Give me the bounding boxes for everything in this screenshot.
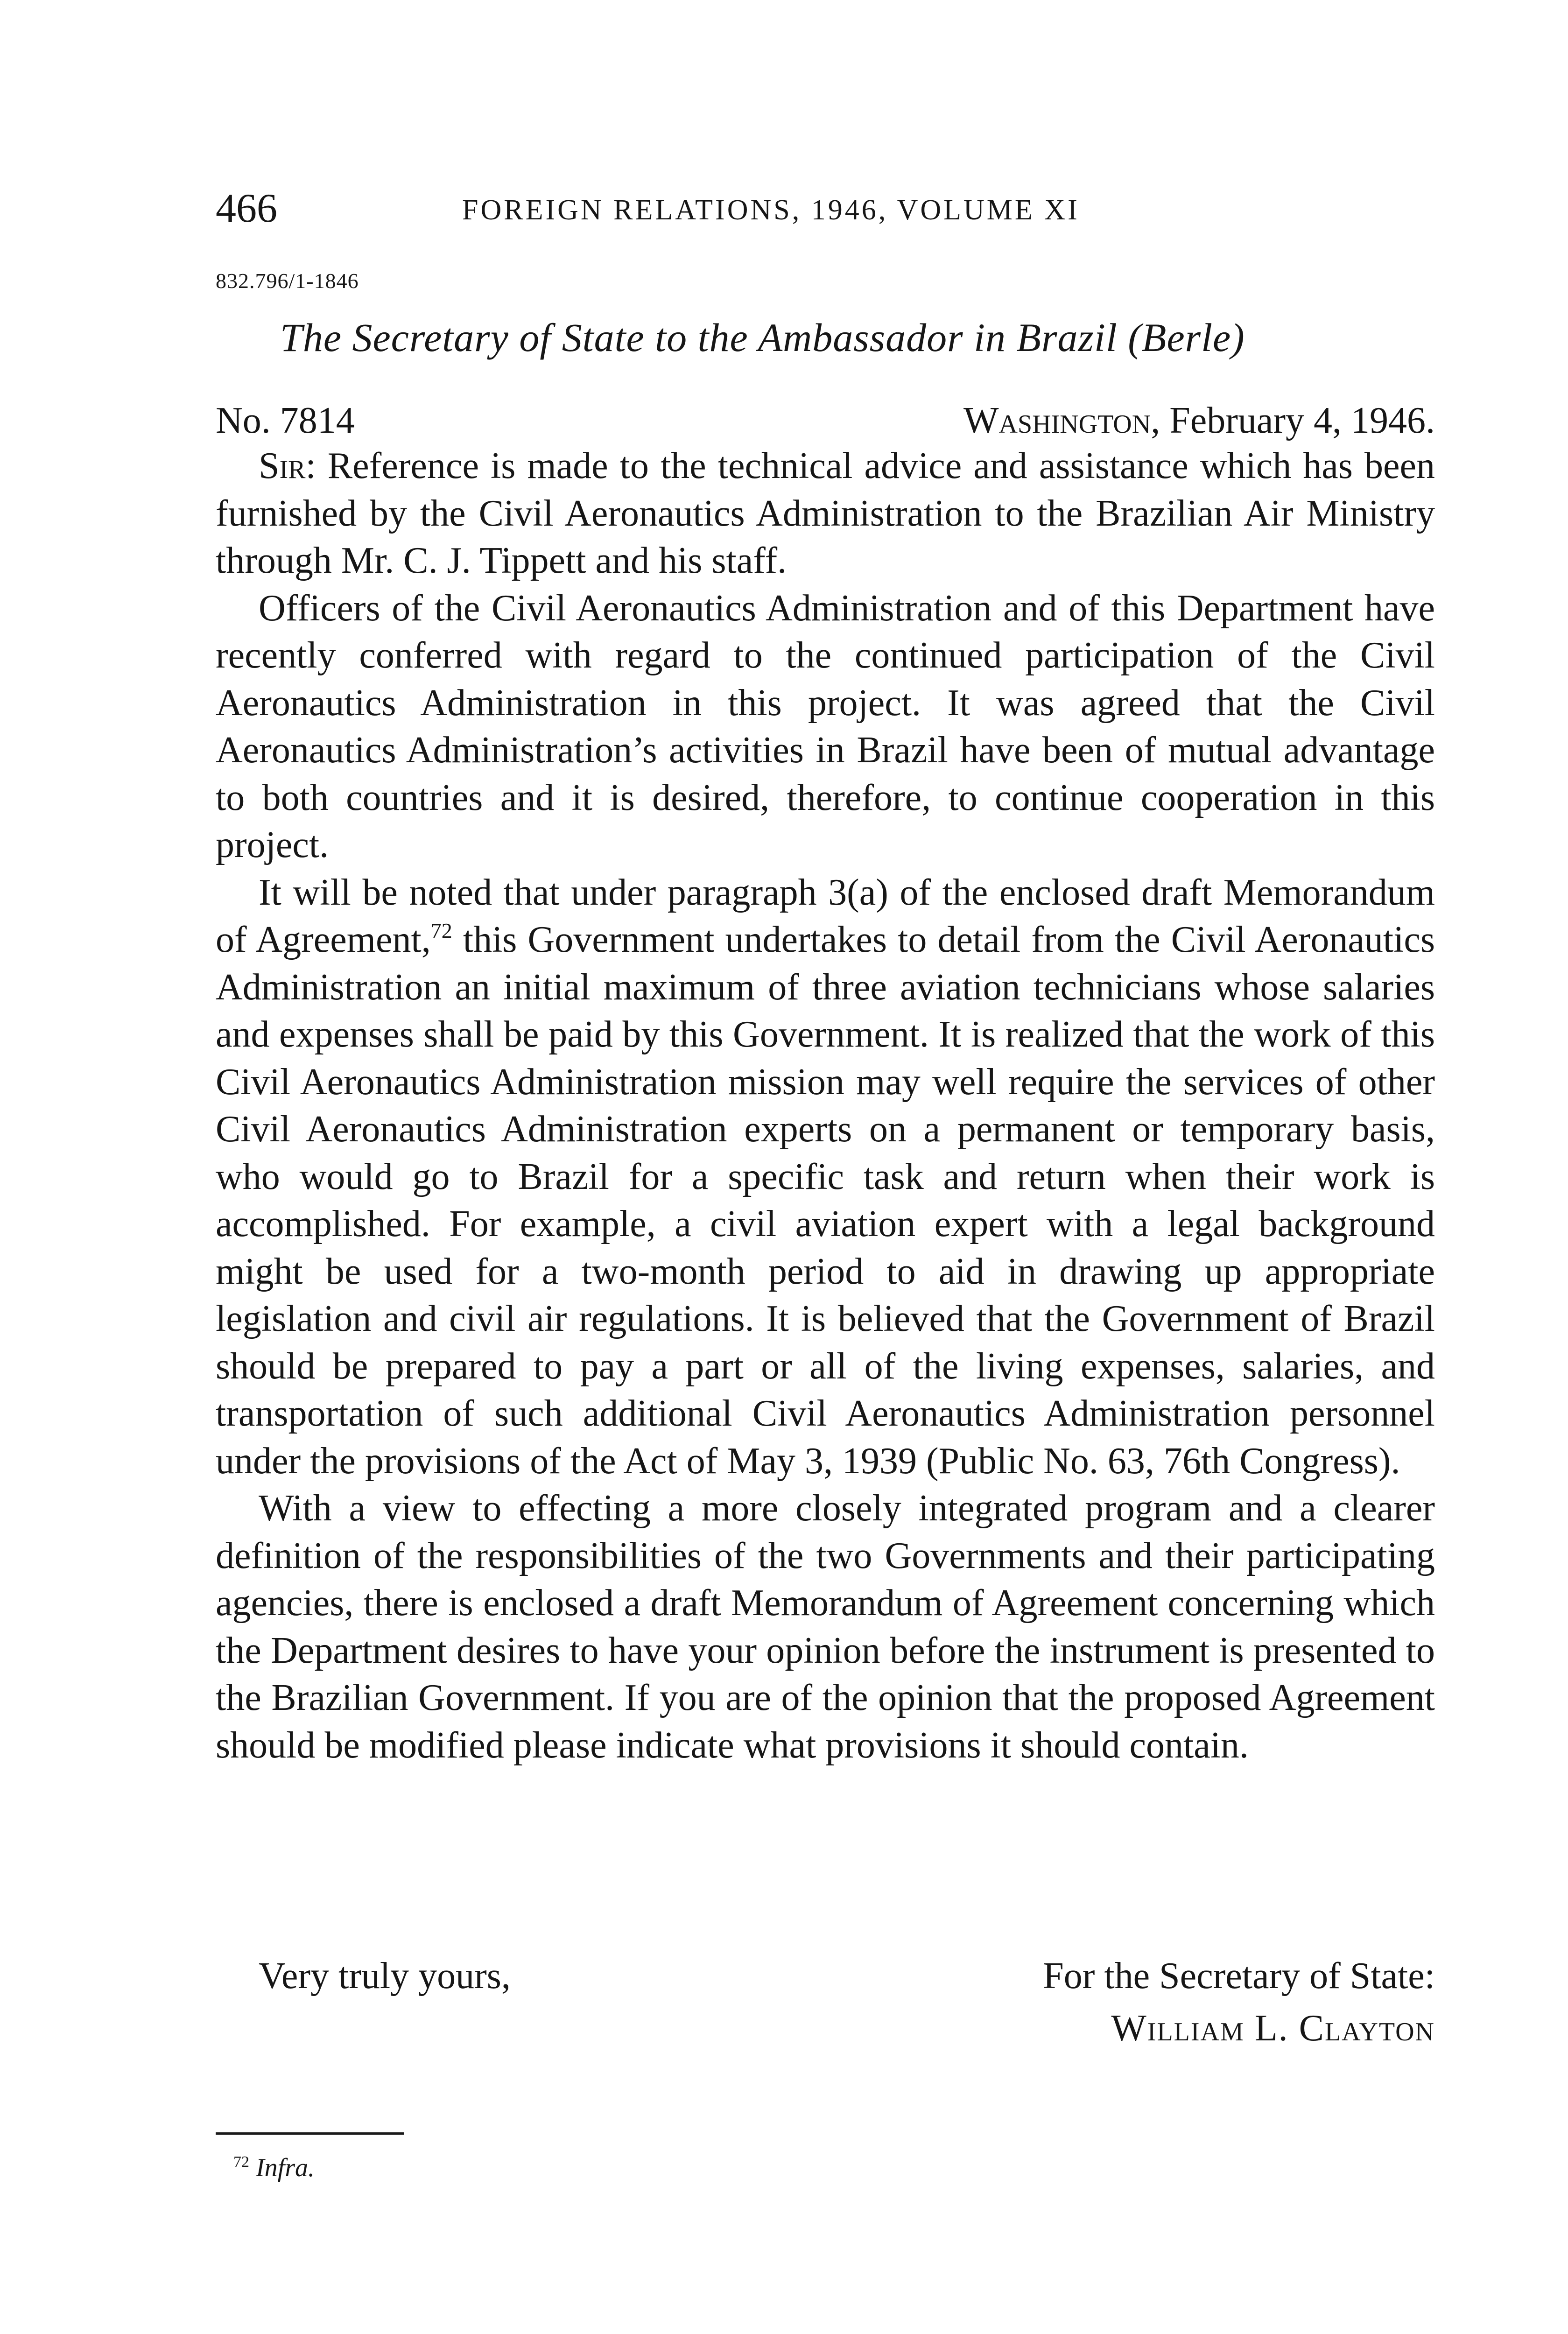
paragraph-2: Officers of the Civil Aeronautics Administration and of this Department have recently conferred with regard to the continued participation of the Civil Aeronautics Administration in this project. It was agreed that the Civil Aeronautics Administration’s activities in Brazil have been of mutual advantage to both countries and it is desired, therefore, to continue cooperation in this project.: [216, 587, 1435, 865]
document-title: The Secretary of State to the Ambassador in Brazil (Berle): [280, 315, 1245, 360]
on-behalf-of: For the Secretary of State:: [1043, 1955, 1435, 1997]
place-and-date: [963, 395, 1435, 446]
letter-body: [216, 443, 1435, 1769]
paragraph-1: [216, 443, 1435, 585]
paragraph-3: [216, 869, 1435, 1485]
signer-name: William L. Clayton: [1111, 2008, 1435, 2049]
document-number: No. 7814: [216, 400, 355, 441]
dateline: [216, 395, 1435, 446]
file-number: 832.796/1-1846: [216, 269, 359, 293]
footnote-text: Infra.: [256, 2153, 315, 2182]
running-head-title: FOREIGN RELATIONS, 1946, VOLUME XI: [462, 194, 1080, 226]
signature-line: [216, 2003, 1435, 2054]
footnote: [233, 2150, 794, 2186]
dateline-place: Washington: [963, 400, 1151, 441]
closing-line: [216, 1950, 1435, 2002]
running-head: [216, 183, 1435, 234]
page-number: 466: [216, 186, 277, 231]
paragraph-1-text: : Reference is made to the technical advice and assistance which has been furnished by the Civil Aeronautics Administration to the Brazilian Air Ministry through Mr. C. J. Tippett and his staff.: [216, 445, 1435, 581]
paragraph-4: With a view to effecting a more closely integrated program and a clearer definition of the responsibilities of the two Governments and their participating agencies, there is enclosed a draft Memorandum of Agreement concerning which the Department desires to have your opinion before the instrument is presented to the Brazilian Government. If you are of the opinion that the proposed Agreement should be modified please indicate what provisions it should contain.: [216, 1488, 1435, 1766]
footnote-divider: [216, 2132, 404, 2135]
dateline-date: , February 4, 1946.: [1151, 400, 1435, 441]
salutation: Sir: [259, 445, 306, 486]
footnote-mark: 72: [233, 2153, 249, 2171]
paragraph-3-text-b: this Government undertakes to detail from the Civil Aeronautics Administration an initial maximum of three aviation technicians whose salaries and expenses shall be paid by this Government. It is realized that the work of this Civil Aeronautics Administration mission may well require the services of other Civil Aeronautics Administration experts on a permanent or temporary basis, who would go to Brazil for a specific task and return when their work is accomplished. For example, a civil aviation expert with a legal background might be used for a two-month period to aid in drawing up appropriate legislation and civil air regulations. It is believed that the Government of Brazil should be prepared to pay a part or all of the living expenses, salaries, and transportation of such additional Civil Aeronautics Administration personnel under the provisions of the Act of May 3, 1939 (Public No. 63, 76th Congress).: [216, 919, 1435, 1482]
footnote-reference: 72: [430, 919, 452, 942]
complimentary-close: Very truly yours,: [259, 1955, 511, 1997]
paragraph-3-text-a: It will be noted that under paragraph 3(a) of the enclosed draft Memorandum of Agreement,: [216, 872, 1435, 960]
